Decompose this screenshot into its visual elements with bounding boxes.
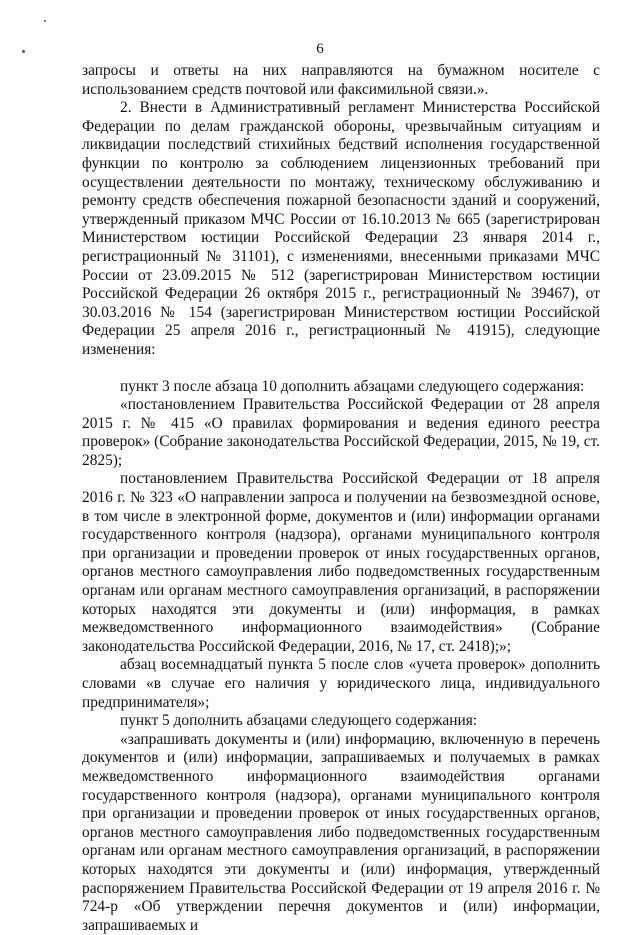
paragraph-gap xyxy=(82,360,600,378)
page-number: 6 xyxy=(316,41,324,57)
paragraph: абзац восемнадцатый пункта 5 после слов «учета проверок» дополнить словами «в случае его наличия у юридического лица, индивидуального предпринимателя»; xyxy=(82,656,600,711)
document-body xyxy=(82,62,600,935)
paragraph: постановлением Правительства Российской Федерации от 18 апреля 2016 г. № 323 «О направлении запроса и получении на безвозмездной основе, в том числе в электронной форме, документов и (или) информации органами государственного контроля (надзора), органами муниципального контроля при организации и проведении проверок от иных государственных органов, органов местного самоуправления либо подведомственных государственным органам или органам местного самоуправления организаций, в распоряжении которых находятся эти документы и (или) информация, в рамках межведомственного информационного взаимодействия» (Собрание законодательства Российской Федерации, 2016, № 17, ст. 2418);»; xyxy=(82,470,600,655)
paragraph: пункт 5 дополнить абзацами следующего содержания: xyxy=(120,712,478,730)
scan-speck xyxy=(44,20,46,22)
paragraph: пункт 3 после абзаца 10 дополнить абзацами следующего содержания: xyxy=(120,377,585,395)
paragraph: «запрашивать документы и (или) информацию, включенную в перечень документов и (или) информации, запрашиваемых и получаемых в рамках межведомственного информационного взаимодействия органами государственного контроля (надзора), органами муниципального контроля при организации и проведении проверок от иных государственных органов, органов местного самоуправления либо подведомственных государственным органам или органам местного самоуправления организаций, в распоряжении которых находятся эти документы и (или) информация, утвержденный распоряжением Правительства Российской Федерации от 19 апреля 2016 г. № 724-р «Об утверждении перечня документов и (или) информации, запрашиваемых и xyxy=(82,730,600,934)
paragraph: 2. Внести в Административный регламент Министерства Российской Федерации по делам гражданской обороны, чрезвычайным ситуациям и ликвидации последствий стихийных бедствий исполнения государственной функции по контролю за соблюдением лицензионных требований при осуществлении деятельности по монтажу, техническому обслуживанию и ремонту средств обеспечения пожарной безопасности зданий и сооружений, утвержденный приказом МЧС России от 16.10.2013 № 665 (зарегистрирован Министерством юстиции Российской Федерации 23 января 2014 г., регистрационный № 31101), с изменениями, внесенными приказами МЧС России от 23.09.2015 № 512 (зарегистрирован Министерством юстиции Российской Федерации 26 октября 2015 г., регистрационный № 39467), от 30.03.2016 № 154 (зарегистрирован Министерством юстиции Российской Федерации 25 апреля 2016 г., регистрационный № 41915), следующие изменения: xyxy=(82,99,600,358)
paragraph: запросы и ответы на них направляются на бумажном носителе с использованием средств почтовой или факсимильной связи.». xyxy=(82,62,600,98)
paragraph: «постановлением Правительства Российской Федерации от 28 апреля 2015 г. № 415 «О правилах формирования и ведения единого реестра проверок» (Собрание законодательства Российской Федерации, 2015, № 19, ст. 2825); xyxy=(82,396,600,469)
